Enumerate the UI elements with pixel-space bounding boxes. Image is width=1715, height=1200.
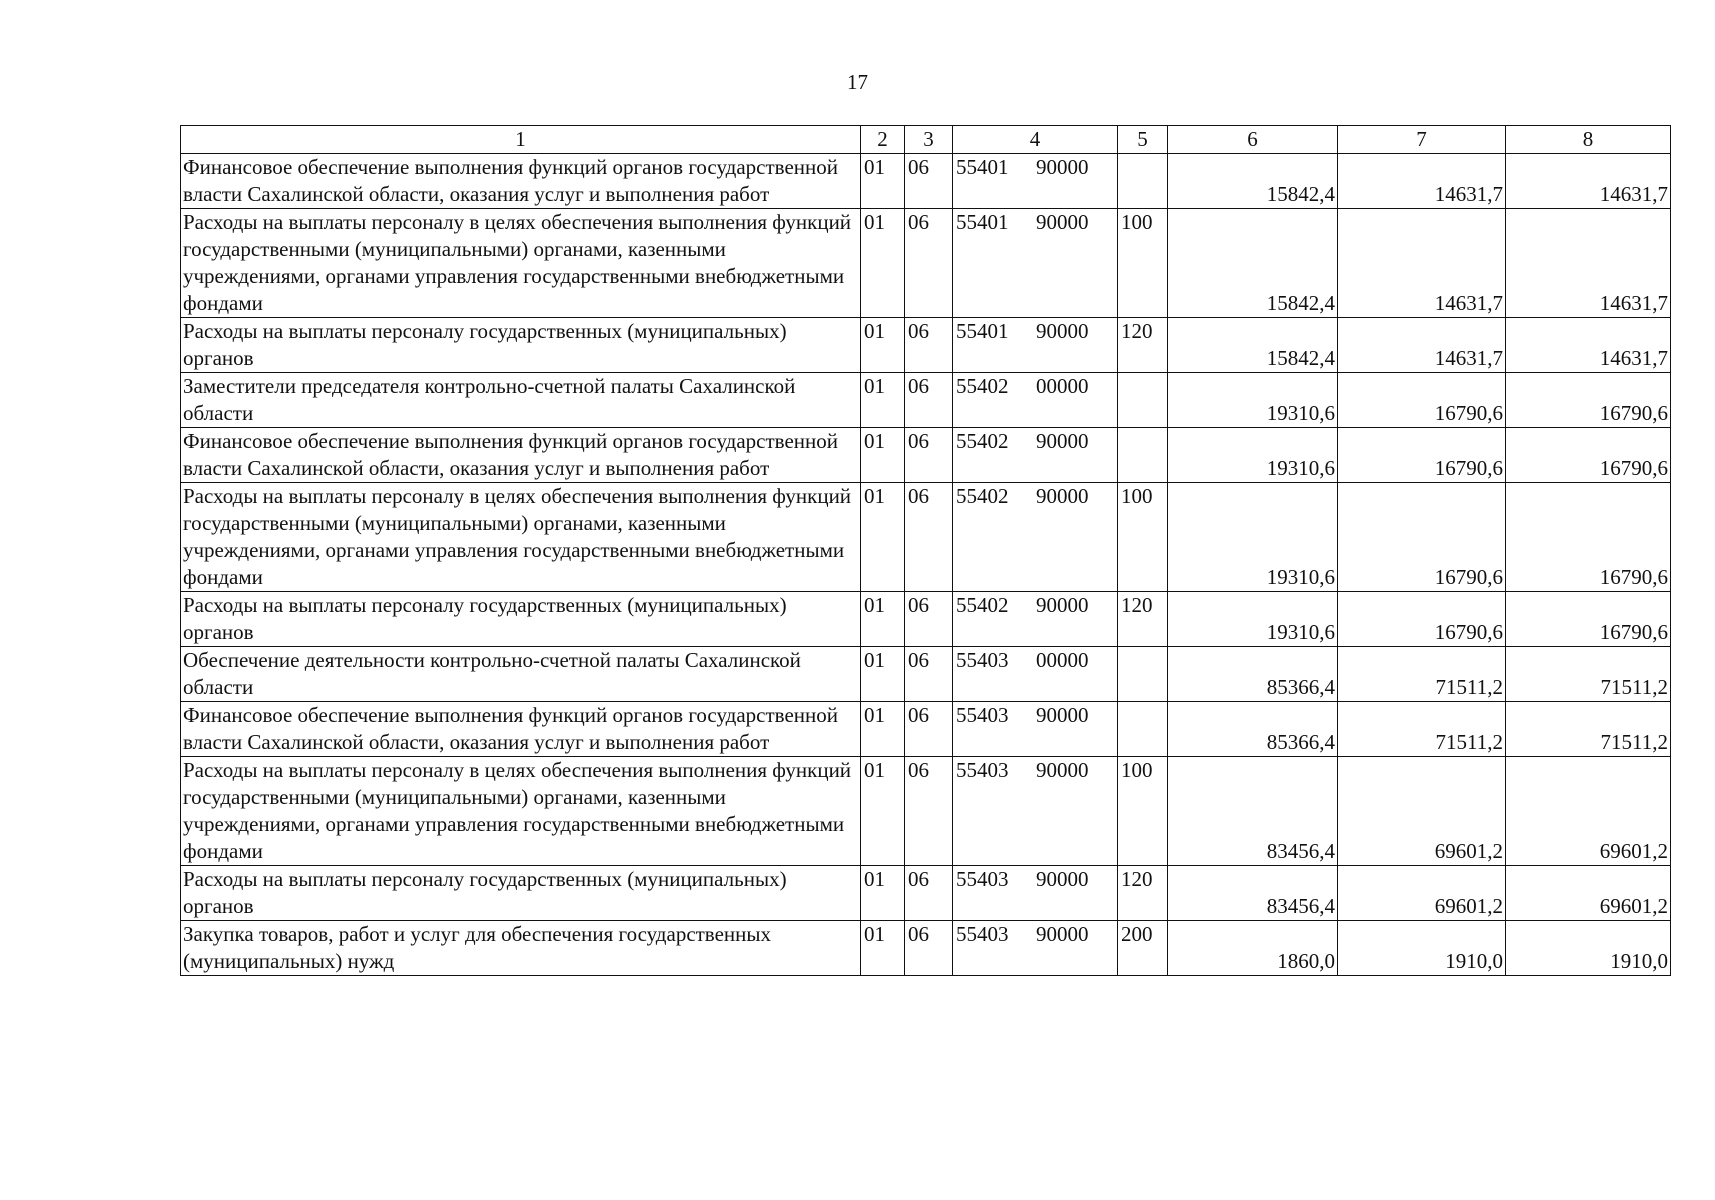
item-name: Финансовое обеспечение выполнения функций органов государственной власти Сахалинской области, оказания услуг и выполнения работ [181, 154, 861, 209]
amount-col-6: 19310,6 [1168, 592, 1338, 647]
amount-col-8: 69601,2 [1506, 757, 1671, 866]
amount-col-7: 1910,0 [1338, 921, 1506, 976]
amount-col-6: 19310,6 [1168, 483, 1338, 592]
expense-type-code [1118, 154, 1168, 209]
section-code: 01 [861, 592, 905, 647]
subsection-code: 06 [905, 373, 953, 428]
target-article-part-2: 90000 [1036, 319, 1089, 343]
target-article-code [953, 592, 1118, 647]
amount-col-8: 1910,0 [1506, 921, 1671, 976]
amount-col-6: 15842,4 [1168, 209, 1338, 318]
header-col-3: 3 [905, 126, 953, 154]
expense-type-code: 100 [1118, 757, 1168, 866]
target-article-part-2: 90000 [1036, 155, 1089, 179]
amount-col-6: 15842,4 [1168, 318, 1338, 373]
expense-type-code [1118, 702, 1168, 757]
amount-col-7: 14631,7 [1338, 209, 1506, 318]
target-article-part-1: 55403 [956, 867, 1009, 891]
target-article-part-2: 00000 [1036, 648, 1089, 672]
target-article-part-1: 55402 [956, 429, 1009, 453]
item-name: Расходы на выплаты персоналу государственных (муниципальных) органов [181, 592, 861, 647]
target-article-code [953, 757, 1118, 866]
subsection-code: 06 [905, 921, 953, 976]
item-name: Расходы на выплаты персоналу в целях обеспечения выполнения функций государственными (муниципальными) органами, казенными учреждениями, органами управления государственными внебюджетными фондами [181, 209, 861, 318]
subsection-code: 06 [905, 209, 953, 318]
section-code: 01 [861, 702, 905, 757]
amount-col-7: 69601,2 [1338, 866, 1506, 921]
target-article-code [953, 702, 1118, 757]
target-article-code [953, 428, 1118, 483]
target-article-part-1: 55403 [956, 758, 1009, 782]
header-col-1: 1 [181, 126, 861, 154]
amount-col-6: 85366,4 [1168, 647, 1338, 702]
item-name: Расходы на выплаты персоналу государственных (муниципальных) органов [181, 318, 861, 373]
table-row [181, 373, 1671, 428]
expense-type-code [1118, 373, 1168, 428]
amount-col-6: 19310,6 [1168, 373, 1338, 428]
section-code: 01 [861, 483, 905, 592]
section-code: 01 [861, 154, 905, 209]
target-article-part-1: 55401 [956, 210, 1009, 234]
subsection-code: 06 [905, 702, 953, 757]
amount-col-8: 14631,7 [1506, 209, 1671, 318]
table-body [181, 154, 1671, 976]
target-article-part-2: 90000 [1036, 922, 1089, 946]
section-code: 01 [861, 757, 905, 866]
target-article-code [953, 373, 1118, 428]
expense-type-code: 120 [1118, 592, 1168, 647]
budget-table [180, 125, 1671, 976]
target-article-part-2: 90000 [1036, 867, 1089, 891]
item-name: Закупка товаров, работ и услуг для обеспечения государственных (муниципальных) нужд [181, 921, 861, 976]
expense-type-code [1118, 647, 1168, 702]
amount-col-6: 19310,6 [1168, 428, 1338, 483]
section-code: 01 [861, 921, 905, 976]
target-article-part-1: 55402 [956, 374, 1009, 398]
expense-type-code: 100 [1118, 209, 1168, 318]
target-article-part-1: 55401 [956, 319, 1009, 343]
amount-col-7: 16790,6 [1338, 483, 1506, 592]
amount-col-7: 16790,6 [1338, 428, 1506, 483]
amount-col-7: 16790,6 [1338, 592, 1506, 647]
expense-type-code: 120 [1118, 318, 1168, 373]
header-col-5: 5 [1118, 126, 1168, 154]
amount-col-8: 71511,2 [1506, 702, 1671, 757]
item-name: Финансовое обеспечение выполнения функций органов государственной власти Сахалинской области, оказания услуг и выполнения работ [181, 702, 861, 757]
header-col-4: 4 [953, 126, 1118, 154]
amount-col-8: 16790,6 [1506, 428, 1671, 483]
target-article-code [953, 154, 1118, 209]
table-row [181, 318, 1671, 373]
item-name: Расходы на выплаты персоналу в целях обеспечения выполнения функций государственными (муниципальными) органами, казенными учреждениями, органами управления государственными внебюджетными фондами [181, 757, 861, 866]
table-row [181, 483, 1671, 592]
header-row [181, 126, 1671, 154]
target-article-part-2: 90000 [1036, 703, 1089, 727]
target-article-part-1: 55402 [956, 593, 1009, 617]
subsection-code: 06 [905, 866, 953, 921]
table-row [181, 154, 1671, 209]
amount-col-6: 85366,4 [1168, 702, 1338, 757]
item-name: Расходы на выплаты персоналу в целях обеспечения выполнения функций государственными (муниципальными) органами, казенными учреждениями, органами управления государственными внебюджетными фондами [181, 483, 861, 592]
amount-col-7: 16790,6 [1338, 373, 1506, 428]
amount-col-8: 16790,6 [1506, 373, 1671, 428]
target-article-part-1: 55401 [956, 155, 1009, 179]
amount-col-6: 83456,4 [1168, 757, 1338, 866]
target-article-part-1: 55402 [956, 484, 1009, 508]
table-row [181, 866, 1671, 921]
target-article-part-2: 90000 [1036, 484, 1089, 508]
subsection-code: 06 [905, 428, 953, 483]
item-name: Обеспечение деятельности контрольно-счетной палаты Сахалинской области [181, 647, 861, 702]
amount-col-6: 83456,4 [1168, 866, 1338, 921]
target-article-part-1: 55403 [956, 703, 1009, 727]
target-article-part-1: 55403 [956, 648, 1009, 672]
target-article-code [953, 318, 1118, 373]
subsection-code: 06 [905, 592, 953, 647]
page-number: 17 [847, 70, 868, 94]
expense-type-code: 120 [1118, 866, 1168, 921]
item-name: Финансовое обеспечение выполнения функций органов государственной власти Сахалинской области, оказания услуг и выполнения работ [181, 428, 861, 483]
section-code: 01 [861, 373, 905, 428]
amount-col-6: 1860,0 [1168, 921, 1338, 976]
amount-col-6: 15842,4 [1168, 154, 1338, 209]
section-code: 01 [861, 428, 905, 483]
target-article-code [953, 921, 1118, 976]
amount-col-7: 71511,2 [1338, 702, 1506, 757]
amount-col-7: 71511,2 [1338, 647, 1506, 702]
section-code: 01 [861, 647, 905, 702]
target-article-code [953, 209, 1118, 318]
table-row [181, 209, 1671, 318]
subsection-code: 06 [905, 647, 953, 702]
table-row [181, 647, 1671, 702]
amount-col-8: 71511,2 [1506, 647, 1671, 702]
table-row [181, 757, 1671, 866]
amount-col-8: 16790,6 [1506, 592, 1671, 647]
expense-type-code: 100 [1118, 483, 1168, 592]
subsection-code: 06 [905, 483, 953, 592]
table-row [181, 592, 1671, 647]
subsection-code: 06 [905, 318, 953, 373]
subsection-code: 06 [905, 154, 953, 209]
header-col-2: 2 [861, 126, 905, 154]
section-code: 01 [861, 318, 905, 373]
target-article-part-2: 90000 [1036, 429, 1089, 453]
amount-col-8: 14631,7 [1506, 318, 1671, 373]
target-article-part-2: 00000 [1036, 374, 1089, 398]
target-article-part-1: 55403 [956, 922, 1009, 946]
section-code: 01 [861, 866, 905, 921]
target-article-part-2: 90000 [1036, 210, 1089, 234]
amount-col-7: 69601,2 [1338, 757, 1506, 866]
header-col-7: 7 [1338, 126, 1506, 154]
table-row [181, 921, 1671, 976]
item-name: Расходы на выплаты персоналу государственных (муниципальных) органов [181, 866, 861, 921]
expense-type-code [1118, 428, 1168, 483]
amount-col-7: 14631,7 [1338, 154, 1506, 209]
subsection-code: 06 [905, 757, 953, 866]
header-col-6: 6 [1168, 126, 1338, 154]
table-row [181, 428, 1671, 483]
target-article-code [953, 866, 1118, 921]
amount-col-8: 14631,7 [1506, 154, 1671, 209]
amount-col-8: 69601,2 [1506, 866, 1671, 921]
target-article-code [953, 483, 1118, 592]
expense-type-code: 200 [1118, 921, 1168, 976]
target-article-code [953, 647, 1118, 702]
target-article-part-2: 90000 [1036, 758, 1089, 782]
amount-col-7: 14631,7 [1338, 318, 1506, 373]
section-code: 01 [861, 209, 905, 318]
amount-col-8: 16790,6 [1506, 483, 1671, 592]
table-row [181, 702, 1671, 757]
header-col-8: 8 [1506, 126, 1671, 154]
item-name: Заместители председателя контрольно-счетной палаты Сахалинской области [181, 373, 861, 428]
target-article-part-2: 90000 [1036, 593, 1089, 617]
